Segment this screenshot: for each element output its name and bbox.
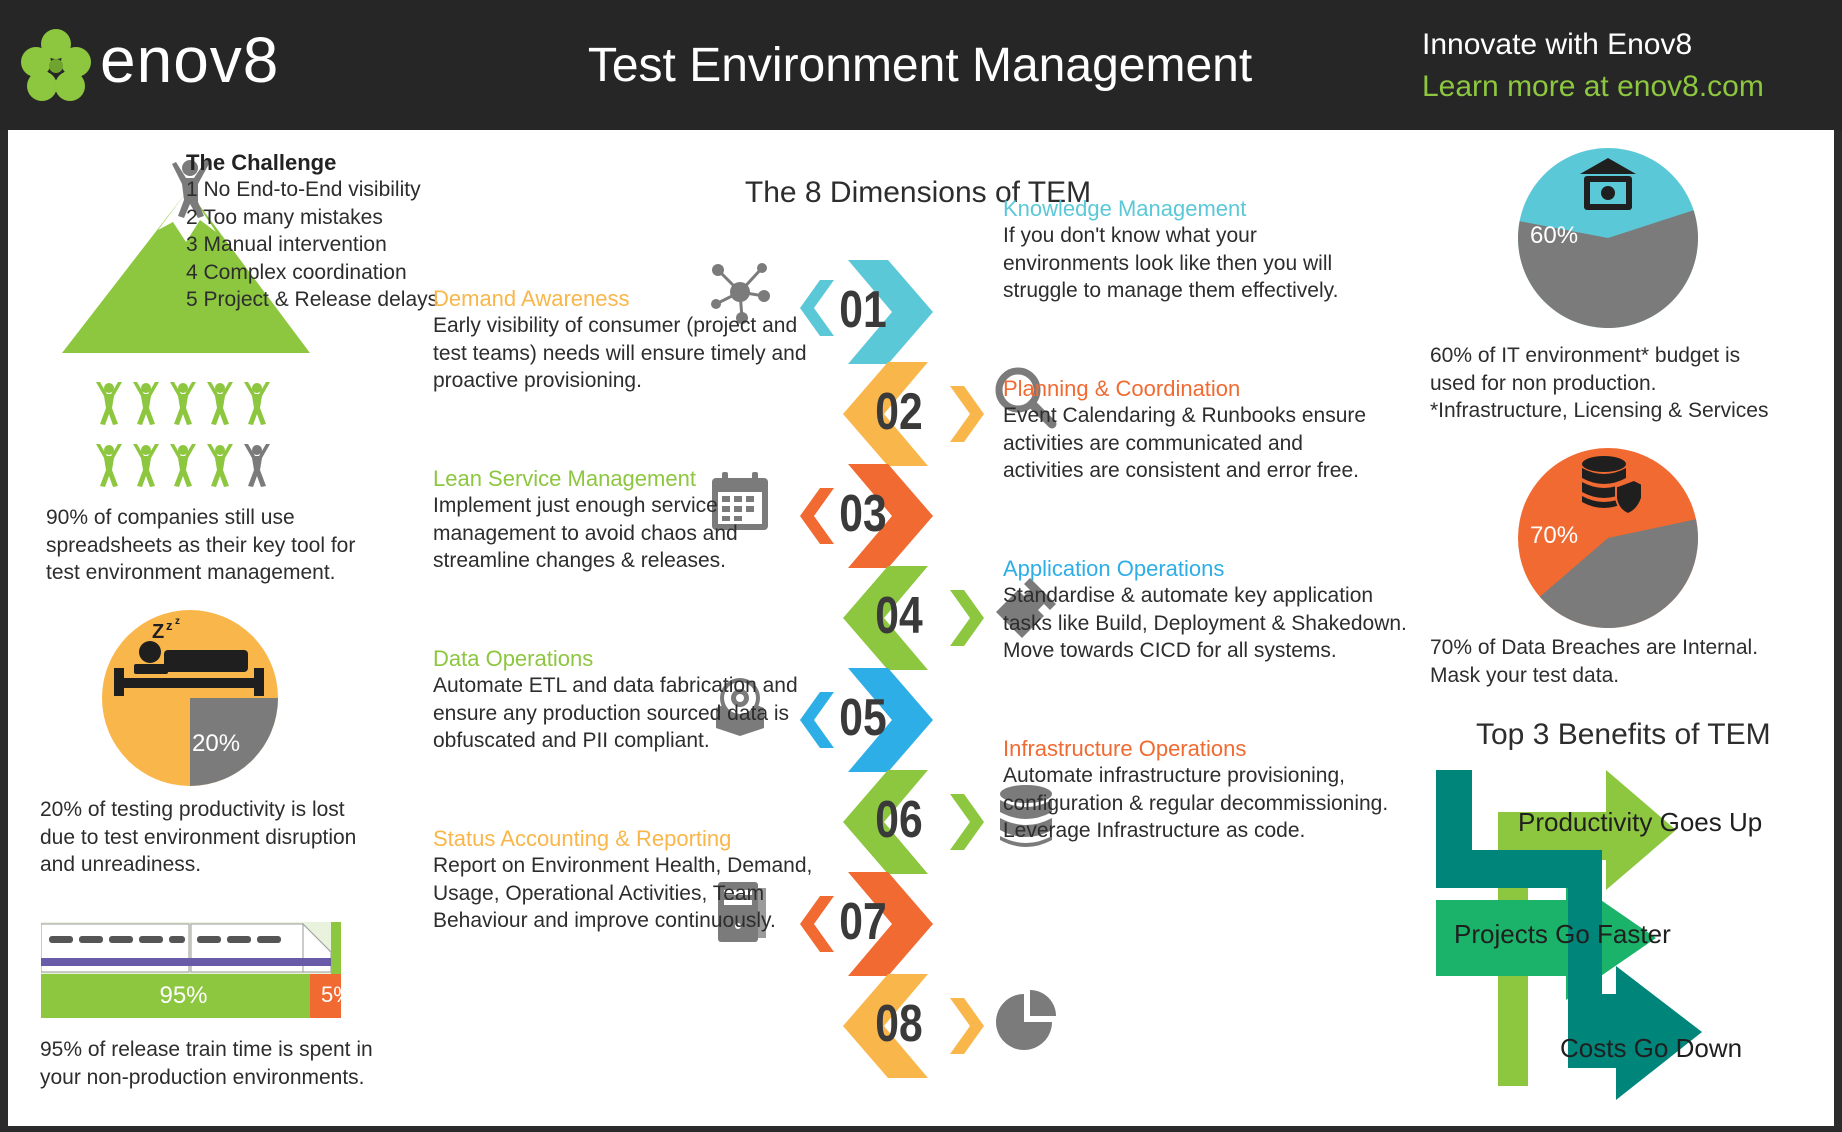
dimension-title: Application Operations: [1003, 556, 1225, 581]
dimension-title: Demand Awareness: [433, 286, 630, 311]
svg-text:Z: Z: [152, 621, 165, 643]
challenge-item: 2 Too many mistakes: [186, 205, 383, 229]
dimension-number: 05: [839, 689, 887, 747]
budget-stat: 60% of IT environment* budget is used for non production. *Infrastructure, Licensing & Services: [1430, 344, 1769, 422]
spreadsheet-stat: 90% of companies still use spreadsheets as their key tool for test environment management.: [46, 506, 356, 584]
dimension-item-5: [1003, 556, 1413, 665]
dimension-desc: Automate infrastructure provisioning, configuration & regular decommissioning. Leverage Infrastructure as code.: [1003, 764, 1389, 842]
train-small-label: 5%: [321, 982, 353, 1007]
productivity-pct-label: 20%: [192, 730, 241, 757]
page-title: Test Environment Management: [587, 39, 1253, 92]
people-grid-icon: [94, 382, 284, 492]
arrow-right-icon: [948, 794, 984, 850]
dimension-number: 04: [875, 587, 923, 645]
arrow-left-icon: [800, 488, 836, 544]
challenge-item: 3 Manual intervention: [186, 233, 387, 256]
dimension-number: 02: [875, 383, 923, 441]
dimension-title: Planning & Coordination: [1003, 376, 1241, 401]
dimension-number: 07: [839, 893, 887, 951]
arrow-right-icon: [948, 998, 984, 1054]
dimension-item-7: [1003, 736, 1403, 845]
tagline: Innovate with Enov8: [1422, 28, 1693, 61]
dimension-desc: Early visibility of consumer (project and test teams) needs will ensure timely and proactive provisioning.: [433, 314, 807, 392]
dimension-title: Infrastructure Operations: [1003, 736, 1247, 761]
dimension-item-2: [433, 286, 823, 395]
benefit-2: Projects Go Faster: [1454, 919, 1671, 949]
dimension-desc: Event Calendaring & Runbooks ensure activities are communicated and activities are consistent and error free.: [1003, 404, 1367, 482]
dimension-number: 03: [839, 485, 887, 543]
train-main-label: 95%: [159, 982, 208, 1009]
dimension-item-4: [433, 466, 763, 575]
dimensions-heading: The 8 Dimensions of TEM: [744, 176, 1092, 209]
logo-wordmark: [100, 20, 279, 100]
benefit-1: Productivity Goes Up: [1518, 807, 1763, 837]
dimension-desc: If you don't know what your environments look like then you will struggle to manage them effectively.: [1003, 224, 1339, 302]
breach-stat: 70% of Data Breaches are Internal. Mask your test data.: [1430, 636, 1759, 687]
sleep-pie-chart: [100, 608, 280, 788]
dimension-title: Status Accounting & Reporting: [433, 826, 732, 851]
dimension-title: Knowledge Management: [1003, 196, 1247, 221]
dimension-desc: Standardise & automate key application tasks like Build, Deployment & Shakedown. Move towards CICD for all systems.: [1003, 584, 1407, 662]
challenge-item: 4 Complex coordination: [186, 260, 407, 284]
challenge-item: 5 Project & Release delays: [186, 288, 439, 311]
dimension-title: Data Operations: [433, 646, 594, 671]
benefits-heading: Top 3 Benefits of TEM: [1476, 718, 1771, 751]
budget-pct-label: 60%: [1530, 222, 1579, 249]
challenge-heading: The Challenge: [186, 150, 337, 175]
arrow-right-icon: [948, 386, 984, 442]
productivity-stat: 20% of testing productivity is lost due to test environment disruption and unreadiness.: [40, 798, 357, 876]
dimension-desc: Implement just enough service management to avoid chaos and streamline changes & releases.: [433, 494, 738, 572]
challenge-block: [186, 150, 466, 314]
dimension-number: 08: [875, 995, 923, 1053]
logo-text: enov8: [100, 24, 280, 96]
train-bar: [41, 922, 353, 1018]
svg-text:z: z: [175, 616, 180, 627]
benefit-3: Costs Go Down: [1560, 1033, 1743, 1063]
arrow-right-icon: [948, 590, 984, 646]
header-bar: [0, 0, 1842, 130]
breach-pct-label: 70%: [1530, 522, 1579, 549]
content-area: [8, 130, 1834, 1126]
dimension-item-1: [1003, 196, 1383, 305]
dimension-desc: Automate ETL and data fabrication and ensure any production sourced data is obfuscated and PII compliant.: [433, 674, 798, 752]
website-link[interactable]: Learn more at enov8.com: [1422, 70, 1764, 103]
train-icon: [41, 922, 341, 974]
challenge-item: 1 No End-to-End visibility: [186, 178, 421, 201]
dimension-desc: Report on Environment Health, Demand, Usage, Operational Activities, Team Behaviour and improve continuously.: [433, 854, 813, 932]
clover-logo-icon: [18, 26, 94, 106]
svg-text:z: z: [166, 618, 173, 633]
dimension-number: 06: [875, 791, 923, 849]
dimension-item-8: [433, 826, 828, 935]
pie-chart-icon: [994, 988, 1058, 1052]
dimension-item-6: [433, 646, 818, 755]
dimension-title: Lean Service Management: [433, 466, 696, 491]
dimension-item-3: [1003, 376, 1383, 485]
dimension-number: 01: [839, 281, 887, 339]
train-stat: 95% of release train time is spent in your non-production environments.: [40, 1038, 373, 1089]
